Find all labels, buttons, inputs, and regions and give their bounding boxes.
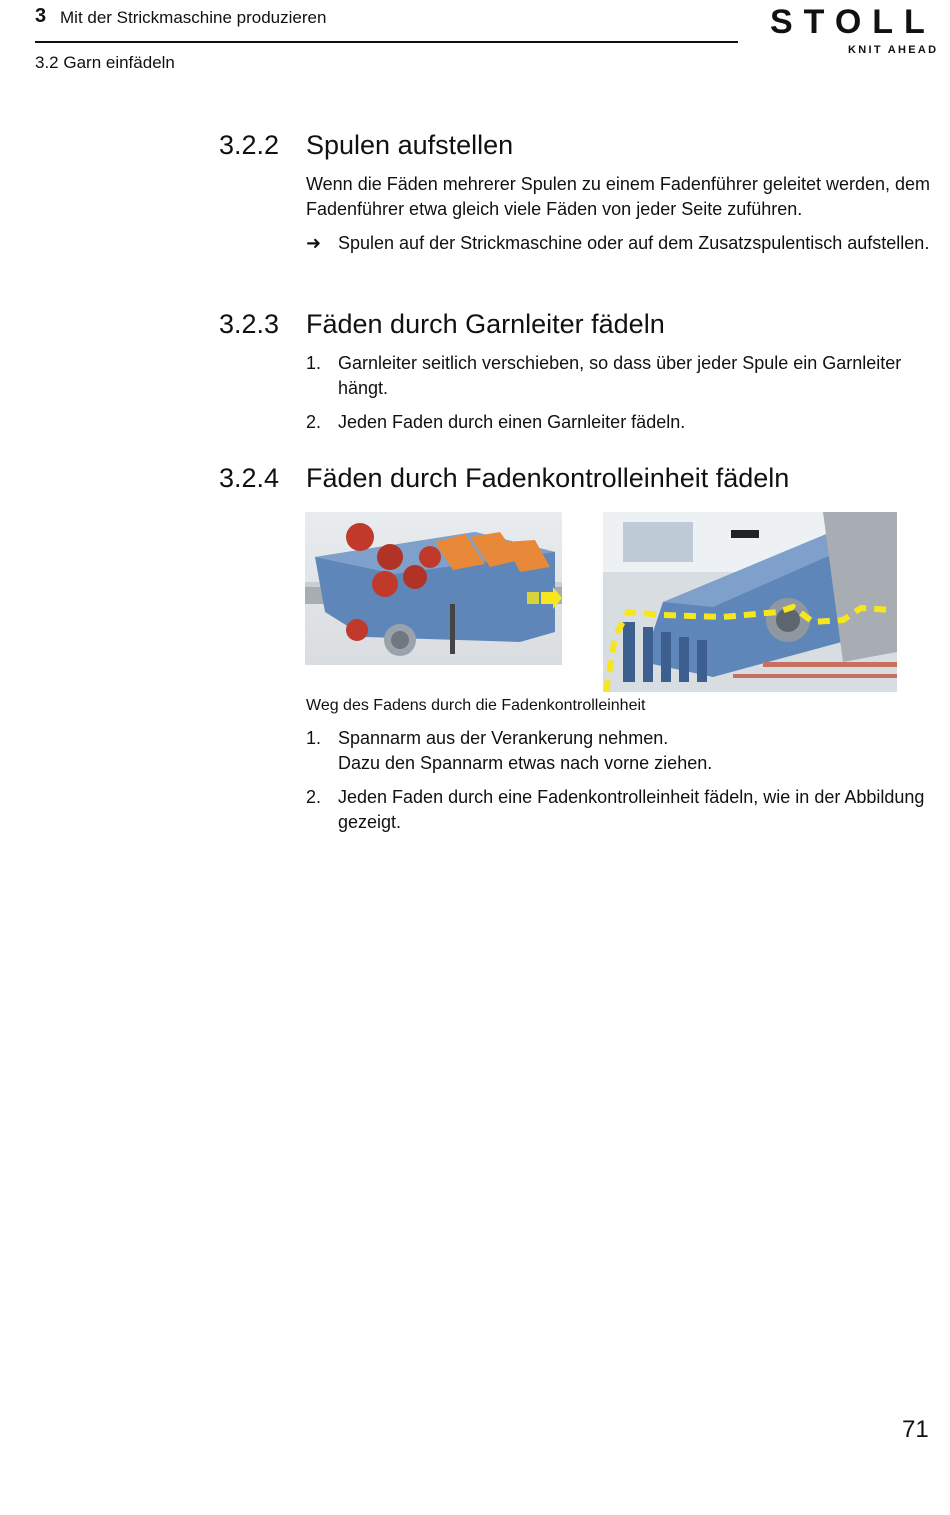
action-text: Spulen auf der Strickmaschine oder auf dem Zusatzspulentisch aufstellen. bbox=[338, 233, 930, 253]
section-number: 3.2.2 bbox=[219, 130, 280, 160]
chapter-title: Mit der Strickmaschine produzieren bbox=[60, 8, 327, 27]
stoll-logo: STOLL bbox=[770, 3, 936, 41]
step-text: Jeden Faden durch eine Fadenkontrolleinheit fädeln, wie in der Abbildung gezeigt. bbox=[338, 787, 925, 832]
step-subtext: Dazu den Spannarm etwas nach vorne ziehen. bbox=[338, 753, 713, 773]
section-number: 3.2.4 bbox=[219, 463, 280, 493]
thread-path-photo bbox=[603, 512, 897, 692]
section-heading: Fäden durch Garnleiter fädeln bbox=[306, 309, 665, 339]
step-text: Spannarm aus der Verankerung nehmen. bbox=[338, 728, 669, 748]
chapter-number: 3 bbox=[35, 5, 47, 27]
step-number: 1. bbox=[306, 728, 322, 748]
step-text: Jeden Faden durch einen Garnleiter fädeln. bbox=[338, 412, 686, 432]
step-item bbox=[306, 726, 936, 776]
figure-caption: Weg des Fadens durch die Fadenkontrolleinheit bbox=[306, 697, 646, 714]
arrow-icon: ➜ bbox=[306, 233, 322, 253]
section-title: 3.2 Garn einfädeln bbox=[35, 53, 175, 72]
step-text: Garnleiter seitlich verschieben, so dass über jeder Spule ein Garnleiter hängt. bbox=[338, 353, 902, 398]
section-heading: Spulen aufstellen bbox=[306, 130, 514, 160]
page-number: 71 bbox=[902, 1416, 929, 1443]
section-number: 3.2.3 bbox=[219, 309, 280, 339]
logo-tagline: KNIT AHEAD bbox=[848, 44, 939, 56]
step-number: 1. bbox=[306, 353, 322, 373]
section-heading: Fäden durch Fadenkontrolleinheit fädeln bbox=[306, 463, 790, 493]
thread-control-unit-photo bbox=[305, 512, 562, 665]
header-rule bbox=[35, 41, 738, 43]
step-number: 2. bbox=[306, 412, 322, 432]
step-number: 2. bbox=[306, 787, 322, 807]
paragraph: Wenn die Fäden mehrerer Spulen zu einem Fadenführer geleitet werden, dem Fadenführer etwa gleich viele Fäden von jeder Seite zuführen. bbox=[306, 174, 931, 219]
